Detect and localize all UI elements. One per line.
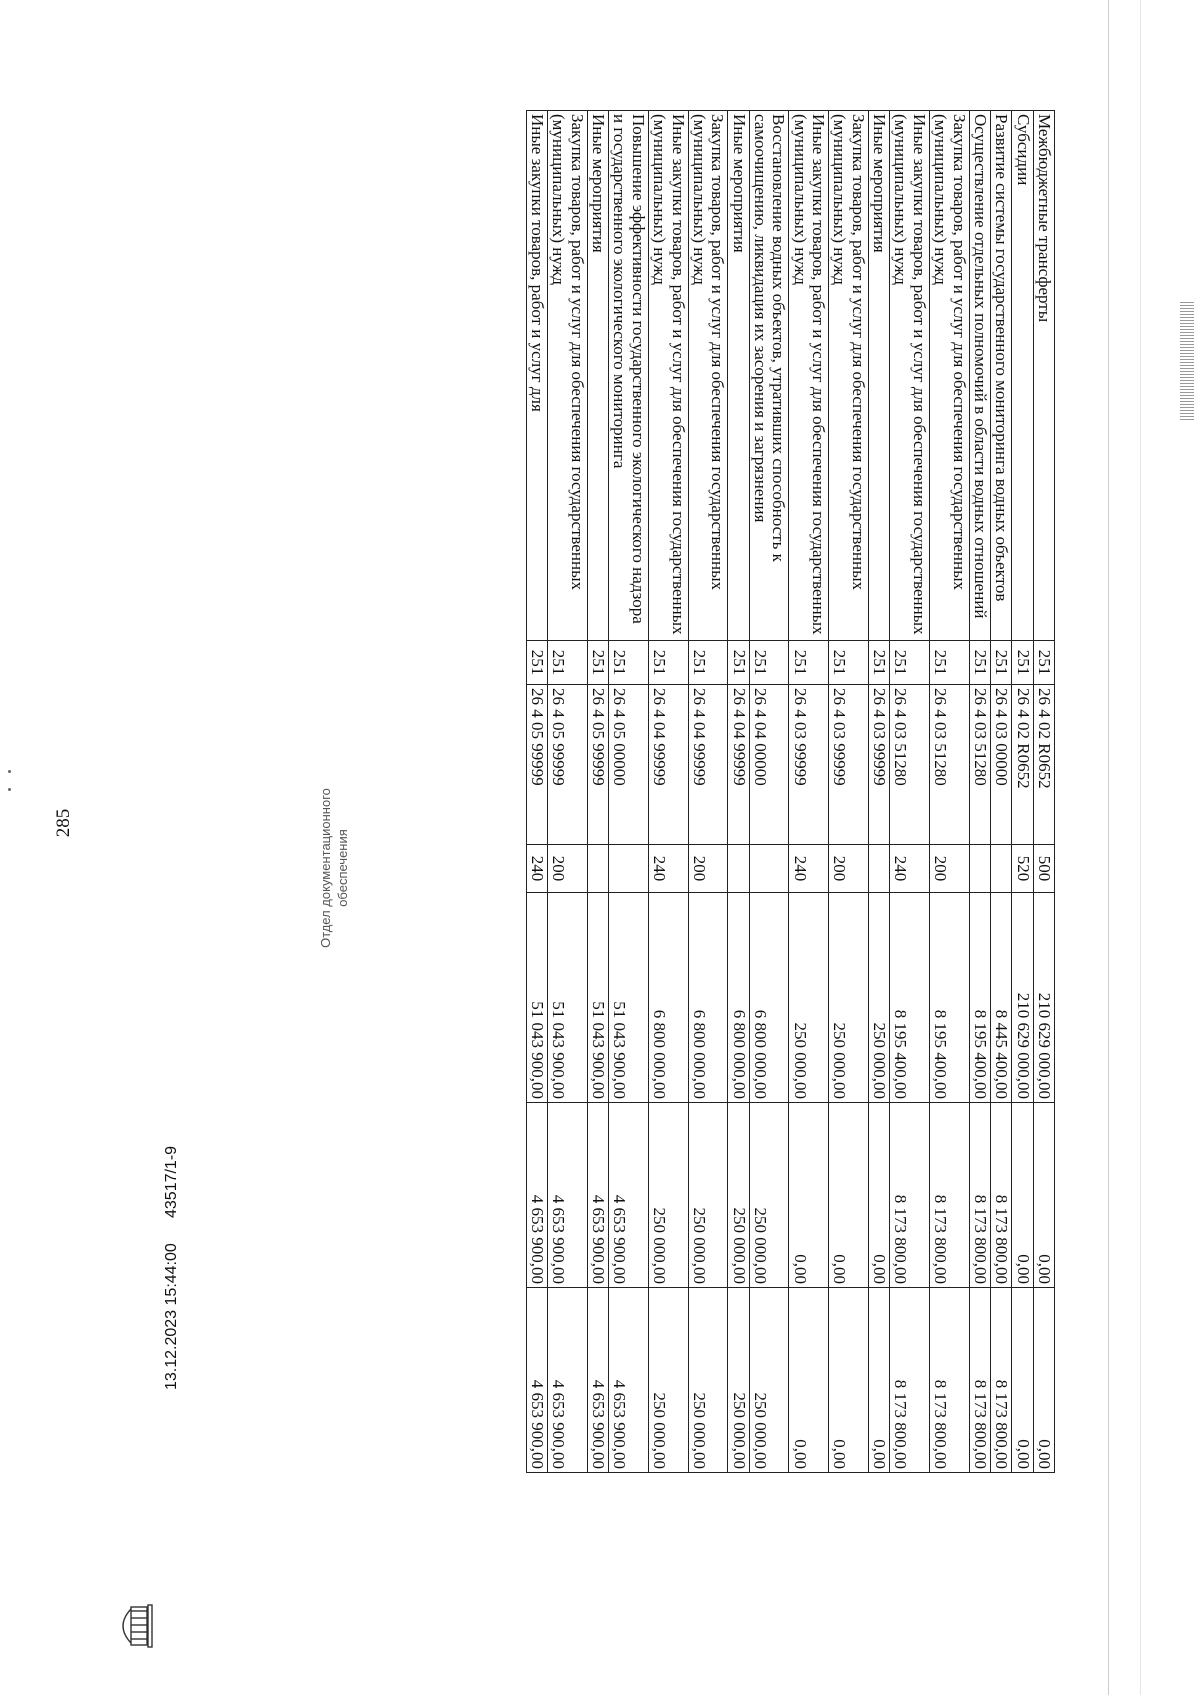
row-kcsr-code: 26 4 02 R0652 [1012,685,1033,845]
row-amount-2024: 250 000,00 [789,893,829,1103]
emblem-icon [116,1598,162,1654]
row-ved-code: 251 [929,641,969,685]
row-amount-2024: 8 445 400,00 [990,893,1011,1103]
row-amount-2026: 8 173 800,00 [990,1288,1011,1473]
row-name: Иные закупки товаров, работ и услуг для обеспечения государственных (муниципальных) нужд [789,111,829,641]
row-amount-2025: 4 653 900,00 [609,1103,649,1288]
table-row [587,111,608,1473]
scan-artifact-line [1140,0,1141,1695]
row-vr-code [990,845,1011,893]
row-ved-code: 251 [526,641,547,685]
row-kcsr-code: 26 4 03 99999 [868,685,889,845]
row-amount-2024: 51 043 900,00 [587,893,608,1103]
table-row [789,111,829,1473]
table-row [868,111,889,1473]
row-ved-code: 251 [829,641,869,685]
scan-artifact-line [1108,0,1109,1695]
row-ved-code: 251 [1012,641,1033,685]
row-amount-2026: 4 653 900,00 [526,1288,547,1473]
budget-table-container [120,110,1055,1472]
row-amount-2025: 250 000,00 [749,1103,789,1288]
row-name: Иные закупки товаров, работ и услуг для обеспечения государственных (муниципальных) нужд [648,111,688,641]
row-vr-code [969,845,990,893]
row-ved-code: 251 [728,641,749,685]
table-row [526,111,547,1473]
row-amount-2025: 250 000,00 [728,1103,749,1288]
row-amount-2026: 250 000,00 [749,1288,789,1473]
row-vr-code [609,845,649,893]
row-amount-2024: 210 629 000,00 [1033,893,1054,1103]
row-kcsr-code: 26 4 05 99999 [548,685,588,845]
row-amount-2024: 6 800 000,00 [749,893,789,1103]
table-row [548,111,588,1473]
table-row [728,111,749,1473]
row-name: Субсидии [1012,111,1033,641]
table-row [688,111,728,1473]
row-kcsr-code: 26 4 03 99999 [789,685,829,845]
department-stamp [318,738,352,998]
row-ved-code: 251 [789,641,829,685]
table-row [1012,111,1033,1473]
row-kcsr-code: 26 4 05 99999 [587,685,608,845]
row-name: Восстановление водных объектов, утративших способность к самоочищению, ликвидация их засорения и загрязнения [749,111,789,641]
row-amount-2026: 4 653 900,00 [548,1288,588,1473]
stamp-line-1: Отдел документационного [318,788,333,948]
table-row [829,111,869,1473]
row-kcsr-code: 26 4 03 51280 [929,685,969,845]
row-ved-code: 251 [587,641,608,685]
table-row [1033,111,1054,1473]
row-vr-code: 500 [1033,845,1054,893]
row-kcsr-code: 26 4 02 R0652 [1033,685,1054,845]
row-vr-code: 520 [1012,845,1033,893]
row-amount-2026: 8 173 800,00 [969,1288,990,1473]
row-vr-code [868,845,889,893]
row-amount-2024: 210 629 000,00 [1012,893,1033,1103]
row-name: Закупка товаров, работ и услуг для обеспечения государственных (муниципальных) нужд [688,111,728,641]
row-vr-code: 240 [648,845,688,893]
row-kcsr-code: 26 4 03 99999 [829,685,869,845]
table-row [890,111,930,1473]
table-row [929,111,969,1473]
row-amount-2026: 4 653 900,00 [587,1288,608,1473]
scan-artifact-barcode [1180,300,1194,420]
table-row [990,111,1011,1473]
row-kcsr-code: 26 4 05 99999 [526,685,547,845]
footer-datetime: 13.12.2023 15:44:00 [163,1243,180,1390]
row-amount-2024: 51 043 900,00 [548,893,588,1103]
row-amount-2025: 250 000,00 [688,1103,728,1288]
row-amount-2024: 51 043 900,00 [526,893,547,1103]
row-amount-2024: 51 043 900,00 [609,893,649,1103]
table-row [609,111,649,1473]
row-amount-2026: 250 000,00 [728,1288,749,1473]
row-name: Иные закупки товаров, работ и услуг для обеспечения государственных (муниципальных) нужд [890,111,930,641]
row-amount-2025: 0,00 [1033,1103,1054,1288]
row-amount-2024: 250 000,00 [868,893,889,1103]
row-name: Осуществление отдельных полномочий в области водных отношений [969,111,990,641]
row-ved-code: 251 [990,641,1011,685]
row-amount-2025: 4 653 900,00 [587,1103,608,1288]
row-amount-2024: 8 195 400,00 [929,893,969,1103]
scan-artifact-dot [8,788,11,791]
row-name: Закупка товаров, работ и услуг для обеспечения государственных (муниципальных) нужд [829,111,869,641]
row-amount-2024: 6 800 000,00 [728,893,749,1103]
row-amount-2025: 4 653 900,00 [526,1103,547,1288]
scan-artifact-dot [8,770,11,773]
row-amount-2025: 8 173 800,00 [890,1103,930,1288]
row-ved-code: 251 [749,641,789,685]
row-vr-code: 200 [829,845,869,893]
row-ved-code: 251 [890,641,930,685]
row-kcsr-code: 26 4 03 00000 [990,685,1011,845]
row-amount-2026: 4 653 900,00 [609,1288,649,1473]
row-amount-2026: 0,00 [868,1288,889,1473]
row-name: Межбюджетные трансферты [1033,111,1054,641]
row-amount-2025: 250 000,00 [648,1103,688,1288]
row-ved-code: 251 [868,641,889,685]
page-number: 285 [53,808,74,838]
row-amount-2025: 8 173 800,00 [990,1103,1011,1288]
row-name: Иные мероприятия [868,111,889,641]
row-vr-code [728,845,749,893]
row-name: Закупка товаров, работ и услуг для обеспечения государственных (муниципальных) нужд [548,111,588,641]
row-vr-code: 200 [548,845,588,893]
row-amount-2026: 0,00 [829,1288,869,1473]
row-amount-2025: 0,00 [868,1103,889,1288]
row-ved-code: 251 [548,641,588,685]
table-row [969,111,990,1473]
row-amount-2026: 250 000,00 [688,1288,728,1473]
row-amount-2024: 8 195 400,00 [969,893,990,1103]
row-ved-code: 251 [969,641,990,685]
row-kcsr-code: 26 4 05 00000 [609,685,649,845]
row-amount-2025: 0,00 [829,1103,869,1288]
row-name: Повышение эффективности государственного экологического надзора и государственного экологического мониторинга [609,111,649,641]
row-vr-code: 240 [890,845,930,893]
row-vr-code [587,845,608,893]
row-amount-2025: 0,00 [1012,1103,1033,1288]
row-name: Иные мероприятия [587,111,608,641]
table-row [749,111,789,1473]
row-amount-2025: 4 653 900,00 [548,1103,588,1288]
row-kcsr-code: 26 4 03 51280 [969,685,990,845]
stamp-line-2: обеспечения [334,829,350,907]
row-vr-code: 240 [789,845,829,893]
row-kcsr-code: 26 4 04 99999 [688,685,728,845]
row-name: Иные мероприятия [728,111,749,641]
row-amount-2024: 8 195 400,00 [890,893,930,1103]
row-amount-2024: 6 800 000,00 [648,893,688,1103]
row-kcsr-code: 26 4 04 00000 [749,685,789,845]
row-amount-2025: 8 173 800,00 [929,1103,969,1288]
row-name: Иные закупки товаров, работ и услуг для [526,111,547,641]
row-amount-2026: 0,00 [789,1288,829,1473]
row-ved-code: 251 [688,641,728,685]
row-amount-2026: 0,00 [1012,1288,1033,1473]
row-vr-code: 200 [688,845,728,893]
footer-doc-number: 43517/1-9 [163,1145,180,1218]
table-row [648,111,688,1473]
row-amount-2025: 0,00 [789,1103,829,1288]
row-kcsr-code: 26 4 04 99999 [728,685,749,845]
row-ved-code: 251 [1033,641,1054,685]
row-ved-code: 251 [648,641,688,685]
row-vr-code: 240 [526,845,547,893]
row-vr-code [749,845,789,893]
row-amount-2025: 8 173 800,00 [969,1103,990,1288]
row-amount-2026: 8 173 800,00 [929,1288,969,1473]
row-name: Закупка товаров, работ и услуг для обеспечения государственных (муниципальных) нужд [929,111,969,641]
row-ved-code: 251 [609,641,649,685]
row-amount-2026: 0,00 [1033,1288,1054,1473]
row-amount-2024: 6 800 000,00 [688,893,728,1103]
row-name: Развитие системы государственного мониторинга водных объектов [990,111,1011,641]
row-kcsr-code: 26 4 04 99999 [648,685,688,845]
budget-table [526,110,1055,1473]
row-vr-code: 200 [929,845,969,893]
row-kcsr-code: 26 4 03 51280 [890,685,930,845]
row-amount-2024: 250 000,00 [829,893,869,1103]
row-amount-2026: 250 000,00 [648,1288,688,1473]
row-amount-2026: 8 173 800,00 [890,1288,930,1473]
